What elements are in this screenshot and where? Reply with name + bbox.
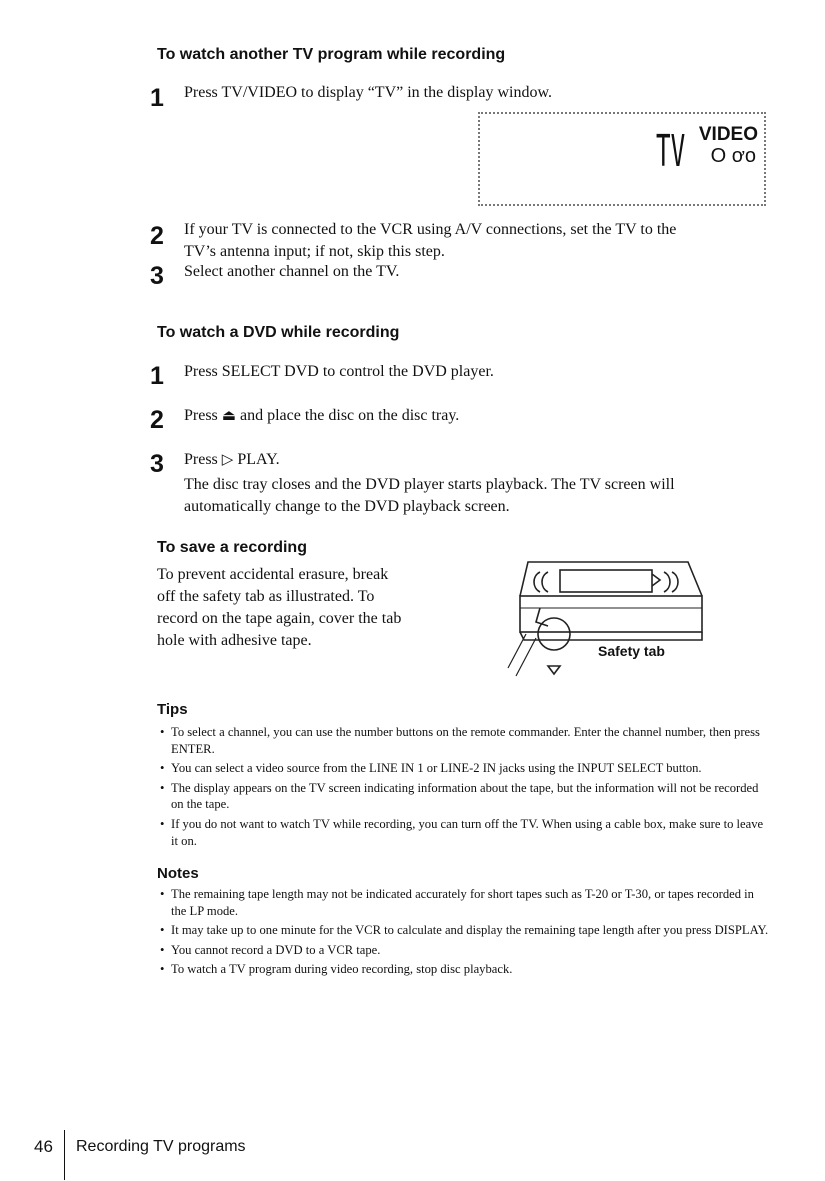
tape-counter-indicator: O ơo [710,145,756,167]
safety-tab-label: Safety tab [598,643,665,659]
play-icon: ▷ [221,450,234,468]
note-item: • You cannot record a DVD to a VCR tape. [157,942,772,959]
video-indicator: VIDEO [698,124,758,145]
note-item: • It may take up to one minute for the VCR to calculate and display the remaining tape length after you press DISPLAY. [157,922,772,939]
tips-list [157,724,772,852]
notes-heading: Notes [157,865,199,882]
step-number: 2 [150,222,164,250]
tv-indicator: TV [656,126,686,177]
step-text: Select another channel on the TV. [184,263,400,280]
step-desc-line: The disc tray closes and the DVD player starts playback. The TV screen will [184,476,675,493]
cassette-illustration [496,548,716,688]
note-item: • To watch a TV program during video recording, stop disc playback. [157,961,772,978]
step-text-line: If your TV is connected to the VCR using A/V connections, set the TV to the [184,221,677,238]
step-number: 3 [150,262,164,290]
eject-icon: ⏏ [221,406,236,424]
step-number: 1 [150,362,164,390]
tip-item: • If you do not want to watch TV while recording, you can turn off the TV. When using a cable box, make sure to leave it on. [157,816,772,849]
chapter-title: Recording TV programs [76,1138,246,1155]
tip-item: • To select a channel, you can use the number buttons on the remote commander. Enter the channel number, then press ENTER. [157,724,772,757]
tips-heading: Tips [157,701,188,718]
magnifier-circle [538,618,570,650]
step-desc-line: automatically change to the DVD playback screen. [184,498,510,515]
tab-arrow-icon [548,666,560,674]
step-text-prefix: Press [184,451,218,468]
step-number: 2 [150,406,164,434]
notes-list [157,886,772,981]
step-text [184,404,459,427]
vcr-display-window [478,112,766,206]
note-item: • The remaining tape length may not be indicated accurately for short tapes such as T-20 or T-30, or tapes recorded in the LP mode. [157,886,772,919]
save-recording-line: hole with adhesive tape. [157,632,312,649]
step-text-prefix: Press [184,407,218,424]
step-text: Press SELECT DVD to control the DVD player. [184,363,494,380]
step-text [184,448,280,471]
section-heading-watch-tv: To watch another TV program while recording [157,46,506,63]
save-recording-line: off the safety tab as illustrated. To [157,588,375,605]
step-text-suffix: and place the disc on the disc tray. [239,407,460,424]
footer-divider [64,1130,65,1180]
tip-item: • You can select a video source from the LINE IN 1 or LINE-2 IN jacks using the INPUT SELECT button. [157,760,772,777]
tip-item: • The display appears on the TV screen indicating information about the tape, but the information will not be recorded on the tape. [157,780,772,813]
step-text-line: TV’s antenna input; if not, skip this step. [184,243,445,260]
step-text: Press TV/VIDEO to display “TV” in the display window. [184,84,552,101]
step-number: 3 [150,450,164,478]
save-recording-line: record on the tape again, cover the tab [157,610,402,627]
page-number: 46 [34,1137,53,1156]
step-number: 1 [150,84,164,112]
step-text-suffix: PLAY. [237,451,280,468]
save-recording-line: To prevent accidental erasure, break [157,566,389,583]
section-heading-watch-dvd: To watch a DVD while recording [157,324,400,341]
reel-left [534,572,548,592]
tape-window [560,570,652,592]
reel-right [664,572,678,592]
section-heading-save-recording: To save a recording [157,539,307,556]
